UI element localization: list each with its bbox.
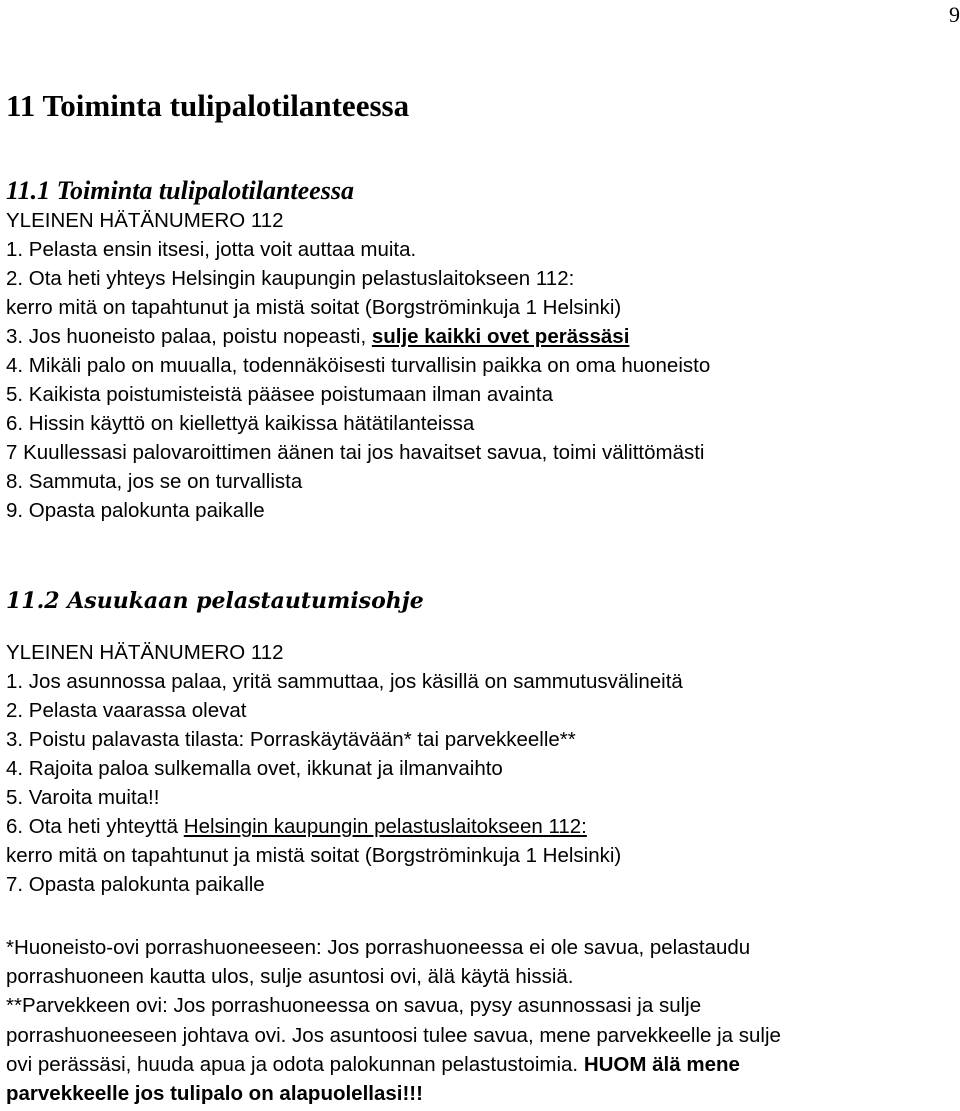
list-item: 6. Hissin käyttö on kiellettyä kaikissa hätätilanteissa [6,412,475,435]
list-item: 5. Varoita muita!! [6,786,160,809]
list-item: 9. Opasta palokunta paikalle [6,499,265,522]
item3-text: 3. Jos huoneisto palaa, poistu nopeasti, [6,325,372,348]
main-heading: 11 Toiminta tulipalotilanteessa [6,88,410,123]
list-item: 3. Poistu palavasta tilasta: Porraskäytävään* tai parvekkeelle** [6,728,576,751]
note-text: ovi perässäsi, huuda apua ja odota palokunnan pelastustoimia. [6,1052,584,1076]
note-balcony-door: **Parvekkeen ovi: Jos porrashuoneessa on savua, pysy asunnossasi ja sulje [6,994,702,1018]
list-item: 1. Pelasta ensin itsesi, jotta voit auttaa muita. [6,238,417,261]
list-item: 1. Jos asunnossa palaa, yritä sammuttaa, jos käsillä on sammutusvälineitä [6,670,683,693]
list-item-continuation: kerro mitä on tapahtunut ja mistä soitat (Borgströminkuja 1 Helsinki) [6,844,622,867]
page-number: 9 [949,2,960,27]
note-balcony-door-cont: porrashuoneeseen johtava ovi. Jos asuntoosi tulee savua, mene parvekkeelle ja sulje [6,1023,781,1047]
note-apartment-door: *Huoneisto-ovi porrashuoneeseen: Jos porrashuoneessa ei ole savua, pelastaudu [6,936,751,959]
footnotes [6,933,956,1108]
list-item: 8. Sammuta, jos se on turvallista [6,470,303,493]
list-item: 7 Kuullessasi palovaroittimen äänen tai jos havaitset savua, toimi välittömästi [6,441,705,464]
note-balcony-door-cont [6,1050,956,1079]
item3-emphasis: sulje kaikki ovet perässäsi [371,325,630,348]
emergency-number-1: YLEINEN HÄTÄNUMERO 112 [6,209,284,232]
section2-heading: 11.2 Asuukaan pelastautumisohje [6,588,424,614]
list-item: 2. Ota heti yhteys Helsingin kaupungin pelastuslaitokseen 112: [6,267,575,290]
item6-rescue-dept: Helsingin kaupungin pelastuslaitokseen 112: [183,815,587,838]
note-apartment-door-cont: porrashuoneen kautta ulos, sulje asuntosi ovi, älä käytä hissiä. [6,965,574,989]
warning-text-cont: parvekkeelle jos tulipalo on alapuolellasi!!! [6,1082,423,1106]
list-item: 5. Kaikista poistumisteistä pääsee poistumaan ilman avainta [6,383,553,406]
item6-text: 6. Ota heti yhteyttä [6,815,184,838]
list-item: 4. Rajoita paloa sulkemalla ovet, ikkunat ja ilmanvaihto [6,757,503,780]
list-item: 7. Opasta palokunta paikalle [6,873,265,896]
emergency-number-2: YLEINEN HÄTÄNUMERO 112 [6,641,284,664]
list-item [6,812,956,841]
list-item: 4. Mikäli palo on muualla, todennäköisesti turvallisin paikka on oma huoneisto [6,354,711,377]
list-item-continuation: kerro mitä on tapahtunut ja mistä soitat (Borgströminkuja 1 Helsinki) [6,296,622,319]
list-item [6,322,956,351]
warning-text: HUOM älä mene [583,1052,740,1076]
section1-heading: 11.1 Toiminta tulipalotilanteessa [6,176,354,205]
section-resident-rescue [6,586,956,899]
list-item: 2. Pelasta vaarassa olevat [6,699,247,722]
section-fire-instructions [6,176,956,525]
